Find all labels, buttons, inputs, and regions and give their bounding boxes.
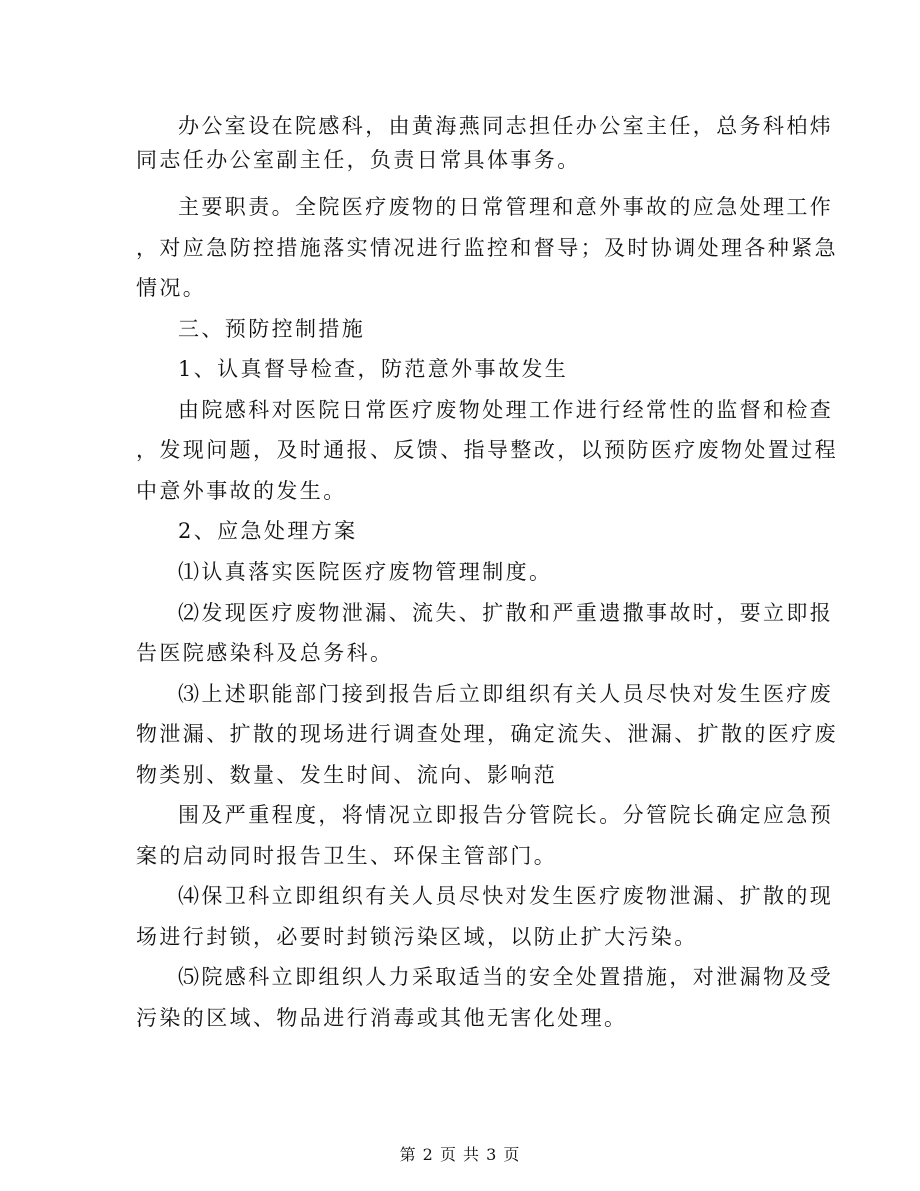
paragraph-3-line-2: ，发现问题，及时通报、反馈、指导整改，以预防医疗废物处置过程 — [136, 438, 838, 462]
paragraph-1-line-2: 同志任办公室副主任，负责日常具体事务。 — [136, 148, 581, 172]
paragraph-2-line-2: ，对应急防控措施落实情况进行监控和督导；及时协调处理各种紧急 — [136, 236, 838, 260]
item-1: ⑴认真落实医院医疗废物管理制度。 — [178, 560, 553, 584]
paragraph-3-line-1: 由院感科对医院日常医疗废物处理工作进行经常性的监督和检查 — [178, 398, 834, 422]
item-3-continuation-line-1: 围及严重程度，将情况立即报告分管院长。分管院长确定应急预 — [178, 803, 834, 827]
paragraph-3-line-3: 中意外事故的发生。 — [136, 479, 347, 503]
item-4-line-2: 场进行封锁，必要时封锁污染区域，以防止扩大污染。 — [136, 925, 698, 949]
item-5-line-1: ⑸院感科立即组织人力采取适当的安全处置措施，对泄漏物及受 — [178, 965, 834, 989]
page-number-footer: 第 2 页 共 3 页 — [399, 1145, 521, 1164]
item-2-line-1: ⑵发现医疗废物泄漏、流失、扩散和严重遗撒事故时，要立即报 — [178, 601, 834, 625]
item-5-line-2: 污染的区域、物品进行消毒或其他无害化处理。 — [136, 1006, 628, 1030]
paragraph-2-line-3: 情况。 — [136, 276, 207, 300]
item-3-line-2: 物泄漏、扩散的现场进行调查处理，确定流失、泄漏、扩散的医疗废 — [136, 722, 838, 746]
item-3-line-3: 物类别、数量、发生时间、流向、影响范 — [136, 763, 558, 787]
paragraph-1-line-1: 办公室设在院感科，由黄海燕同志担任办公室主任，总务科柏炜 — [178, 114, 834, 138]
subheading-2: 2、应急处理方案 — [178, 519, 358, 543]
paragraph-2-line-1: 主要职责。全院医疗废物的日常管理和意外事故的应急处理工作 — [178, 195, 834, 219]
item-3-line-1: ⑶上述职能部门接到报告后立即组织有关人员尽快对发生医疗废 — [178, 682, 834, 706]
item-2-line-2: 告医院感染科及总务科。 — [136, 641, 394, 665]
section-heading: 三、预防控制措施 — [178, 317, 366, 341]
item-3-continuation-line-2: 案的启动同时报告卫生、环保主管部门。 — [136, 844, 558, 868]
item-4-line-1: ⑷保卫科立即组织有关人员尽快对发生医疗废物泄漏、扩散的现 — [178, 884, 834, 908]
subheading-1: 1、认真督导检查，防范意外事故发生 — [178, 357, 569, 381]
